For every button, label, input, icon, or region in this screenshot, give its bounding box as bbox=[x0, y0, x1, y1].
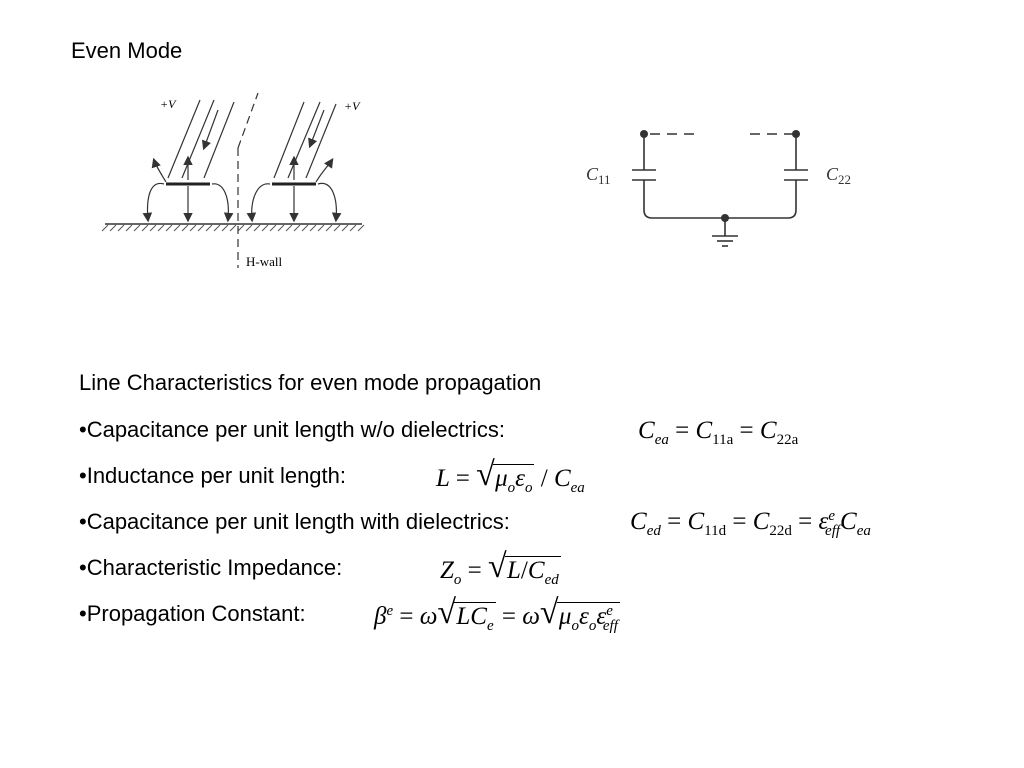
voltage-label-left: +V bbox=[160, 97, 176, 111]
bullet-capacitance-no-dielectric: •Capacitance per unit length w/o dielectrics: bbox=[79, 417, 505, 442]
equation-ced: $C_{ed} = C_{11d} = C_{22d} = \varepsilon^e_{eff}C_{ea}$ bbox=[630, 508, 871, 539]
even-mode-circuit-diagram bbox=[580, 118, 880, 268]
svg-text:C11 bbox=[586, 164, 611, 187]
cap-c11-letter: C bbox=[586, 164, 599, 184]
bullet-propagation-constant: •Propagation Constant: bbox=[79, 601, 306, 626]
h-wall-label: H-wall bbox=[246, 254, 283, 269]
bullet-inductance: •Inductance per unit length: bbox=[79, 463, 346, 488]
svg-text:C22 bbox=[826, 164, 851, 187]
equation-propagation: $\beta^e = \omega√$ $LC_e = \omega√$ $\mu_o\varepsilon_o\varepsilon^e_{eff}$ bbox=[374, 602, 620, 634]
equation-cea: $C_{ea} = C_{11a} = C_{22a}$ bbox=[638, 417, 799, 448]
bullet-capacitance-dielectric: •Capacitance per unit length with dielectrics: bbox=[79, 509, 510, 534]
cap-c22-letter: C bbox=[826, 164, 839, 184]
cap-c22-subscript: 22 bbox=[838, 172, 852, 187]
voltage-label-right: +V bbox=[344, 99, 360, 113]
slide-title: Even Mode bbox=[71, 38, 183, 63]
even-mode-field-diagram bbox=[100, 88, 370, 273]
equation-impedance: $Z_o$ = √ $L/C_{ed}$ bbox=[440, 556, 561, 588]
bullet-characteristic-impedance: •Characteristic Impedance: bbox=[79, 555, 343, 580]
equation-inductance: L = √ $\mu_o\varepsilon_o / C_{ea}$ bbox=[436, 464, 585, 496]
section-heading: Line Characteristics for even mode propagation bbox=[79, 370, 542, 395]
cap-c11-subscript: 11 bbox=[598, 172, 611, 187]
